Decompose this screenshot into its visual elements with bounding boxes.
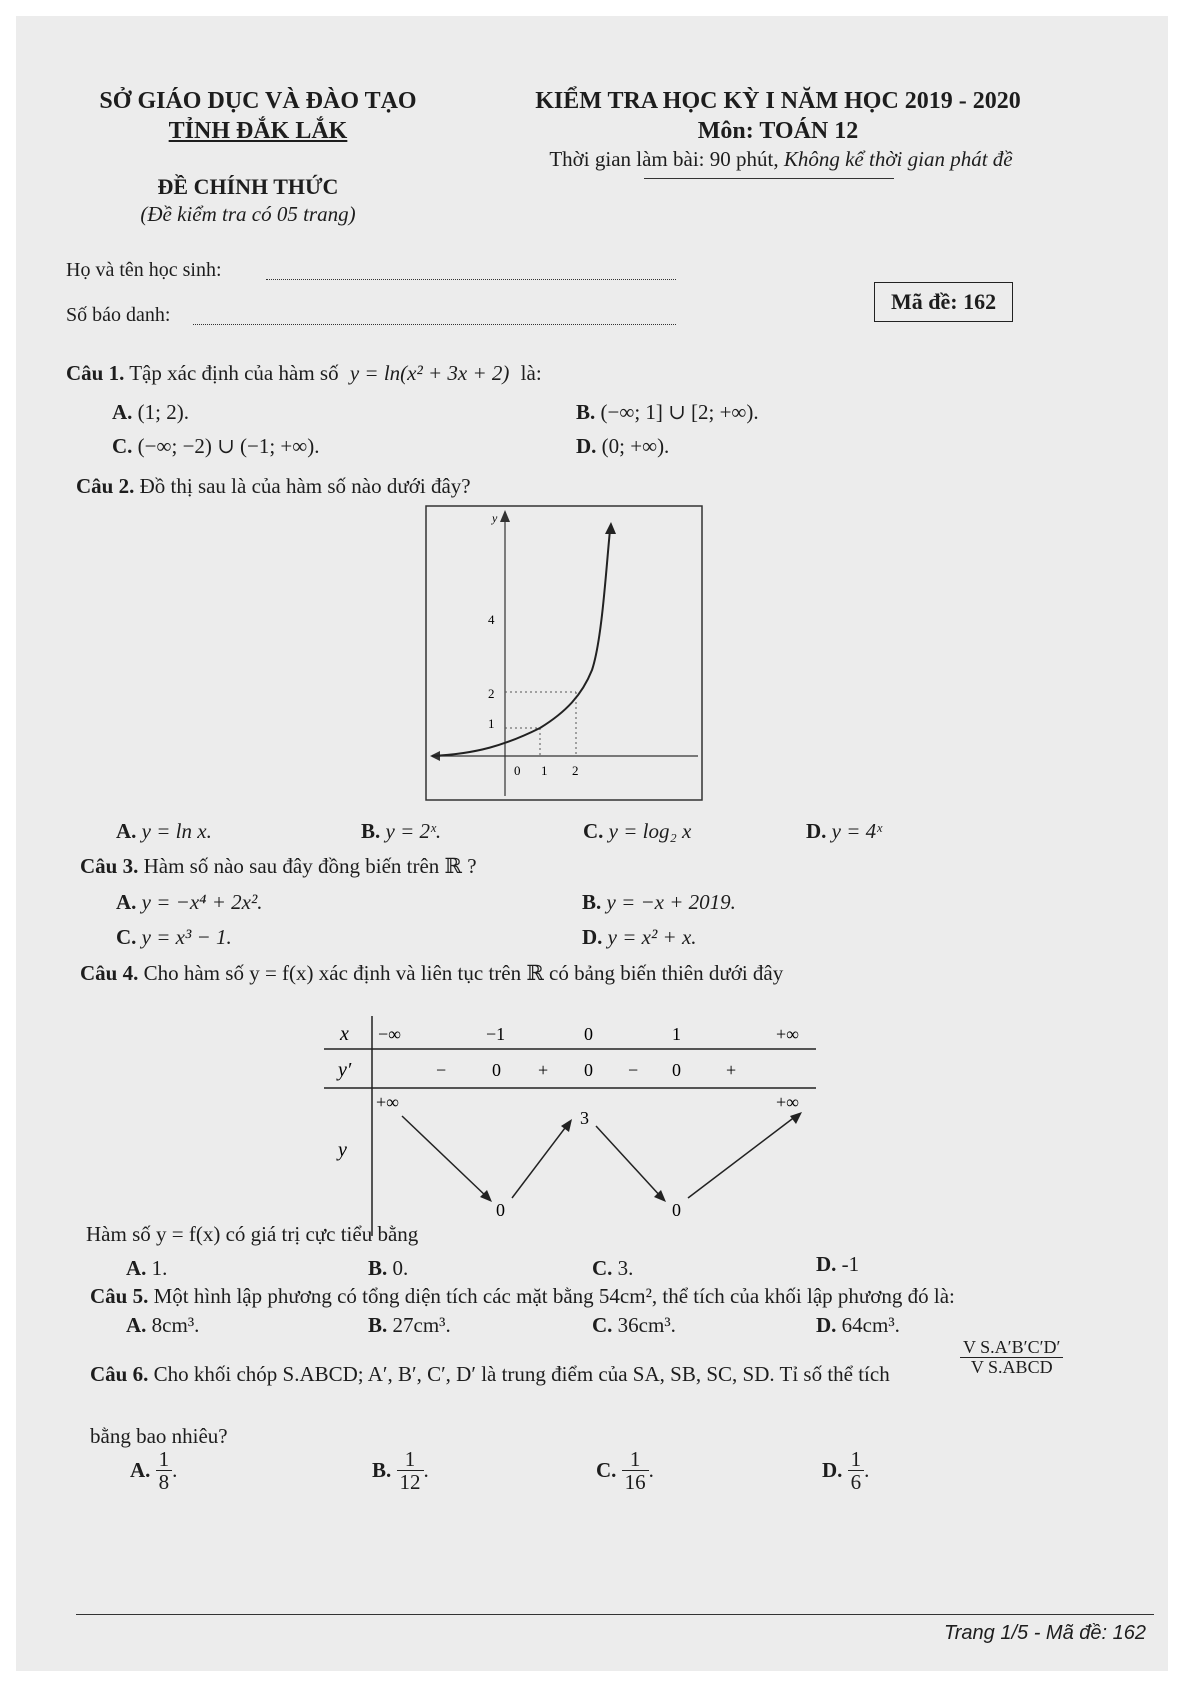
department-name: SỞ GIÁO DỤC VÀ ĐÀO TẠO [99, 88, 417, 114]
ratio-numerator: V S.A′B′C′D′ [960, 1338, 1063, 1358]
q6-option-a[interactable]: A. $\frac{1}{8}$ . [130, 1447, 178, 1495]
y-axis-label: y [492, 511, 498, 525]
question-6-text: Cho khối chóp S.ABCD; A′, B′, C′, D′ là trung điểm của SA, SB, SC, SD. Tỉ số thể tích [153, 1362, 890, 1386]
province-name: TỈNH ĐẮK LẮK [168, 118, 348, 144]
student-name-field[interactable] [266, 279, 676, 280]
y-tick-1: 1 [488, 716, 495, 731]
sign-4: 0 [584, 1060, 593, 1080]
question-5 [90, 1284, 955, 1309]
official-label: ĐỀ CHÍNH THỨC [157, 174, 339, 199]
q6-option-c[interactable]: C. $\frac{1}{16}$ . [596, 1447, 654, 1495]
question-3-text: Hàm số nào sau đây đồng biến trên ℝ ? [143, 854, 477, 878]
y-value-3: 3 [580, 1108, 589, 1128]
sign-6: 0 [672, 1060, 681, 1080]
row-label-y: y [338, 1139, 347, 1161]
q6-b-den: 12 [399, 1470, 421, 1495]
sign-5: − [628, 1060, 639, 1080]
variation-table [316, 1016, 826, 1246]
exam-page [16, 16, 1168, 1671]
q4-option-a[interactable]: A. 1. [126, 1256, 168, 1280]
y-axis-arrow [500, 510, 510, 522]
q3-option-a[interactable]: A. y = −x⁴ + 2x². [116, 890, 263, 914]
x-tick-0: 0 [514, 763, 521, 778]
time-prefix: Thời gian làm bài: 90 phút, [549, 147, 779, 171]
row-label-yprime: y′ [338, 1059, 352, 1081]
q6-c-den: 16 [624, 1470, 646, 1495]
question-2-label: Câu 2. [76, 474, 135, 498]
arrow-up-2 [688, 1116, 796, 1198]
header-underline [644, 178, 894, 179]
question-4 [80, 961, 783, 986]
footer-rule [76, 1614, 1154, 1615]
q3-option-b[interactable]: B. y = −x + 2019. [582, 890, 736, 914]
exam-subject: Môn: TOÁN 12 [697, 118, 859, 144]
y-value-4: 0 [672, 1200, 681, 1220]
q6-a-den: 8 [158, 1470, 170, 1495]
question-5-text: Một hình lập phương có tổng diện tích các mặt bằng 54cm², thể tích của khối lập phương đó là: [153, 1284, 955, 1308]
y-value-1: +∞ [376, 1092, 399, 1112]
q1-option-a[interactable]: A. (1; 2). [112, 400, 189, 424]
question-3 [80, 854, 477, 879]
y-value-2: 0 [496, 1200, 505, 1220]
x-value-4: 1 [672, 1024, 681, 1044]
time-note: Không kể thời gian phát đề [783, 147, 1013, 171]
y-tick-4: 4 [488, 612, 495, 627]
q2-option-b[interactable]: B. y = 2ˣ. [361, 819, 442, 843]
q2-option-d[interactable]: D. y = 4ˣ [806, 819, 883, 843]
question-2 [76, 474, 471, 499]
q6-d-num: 1 [848, 1448, 865, 1471]
sign-1: − [436, 1060, 447, 1080]
question-4-label: Câu 4. [80, 961, 139, 985]
q1-option-c[interactable]: C. (−∞; −2) ∪ (−1; +∞). [112, 434, 320, 458]
x-value-5: +∞ [776, 1024, 799, 1044]
q3-option-c[interactable]: C. y = x³ − 1. [116, 925, 232, 949]
question-2-text: Đồ thị sau là của hàm số nào dưới đây? [139, 474, 471, 498]
arrow-up-1 [512, 1124, 568, 1198]
question-6-label: Câu 6. [90, 1362, 149, 1386]
question-4-ask: Hàm số y = f(x) có giá trị cực tiểu bằng [86, 1222, 419, 1246]
exponential-graph [406, 500, 726, 810]
x-tick-2: 2 [572, 763, 579, 778]
q4-option-c[interactable]: C. 3. [592, 1256, 634, 1280]
volume-ratio [960, 1338, 1063, 1377]
question-3-label: Câu 3. [80, 854, 139, 878]
x-tick-1: 1 [541, 763, 548, 778]
student-id-field[interactable] [193, 324, 676, 325]
x-value-1: −∞ [378, 1024, 401, 1044]
q3-option-d[interactable]: D. y = x² + x. [582, 925, 697, 949]
question-1-suffix: là: [520, 361, 542, 385]
q6-a-num: 1 [156, 1448, 173, 1471]
question-5-label: Câu 5. [90, 1284, 149, 1308]
q6-c-num: 1 [622, 1448, 649, 1471]
q6-d-den: 6 [850, 1470, 862, 1495]
q1-option-b[interactable]: B. (−∞; 1] ∪ [2; +∞). [576, 400, 759, 424]
student-name-label: Họ và tên học sinh: [66, 259, 222, 281]
sign-7: + [726, 1060, 737, 1080]
ratio-denominator: V S.ABCD [970, 1356, 1053, 1377]
q5-option-b[interactable]: B. 27cm³. [368, 1313, 451, 1337]
q5-option-a[interactable]: A. 8cm³. [126, 1313, 200, 1337]
pages-note: (Đề kiểm tra có 05 trang) [140, 202, 356, 226]
x-value-3: 0 [584, 1024, 593, 1044]
arrow-down-2 [596, 1126, 662, 1198]
q6-b-num: 1 [397, 1448, 424, 1471]
student-id-label: Số báo danh: [66, 304, 171, 326]
q5-option-c[interactable]: C. 36cm³. [592, 1313, 676, 1337]
question-1 [66, 361, 542, 386]
y-value-5: +∞ [776, 1092, 799, 1112]
q4-option-b[interactable]: B. 0. [368, 1256, 409, 1280]
sign-3: + [538, 1060, 549, 1080]
question-1-formula: y = ln(x² + 3x + 2) [349, 361, 510, 385]
curve-arrow [605, 522, 616, 534]
x-value-2: −1 [486, 1024, 506, 1044]
q5-option-d[interactable]: D. 64cm³. [816, 1313, 900, 1337]
exam-code-box: Mã đề: 162 [874, 282, 1013, 322]
question-1-text: Tập xác định của hàm số [129, 361, 339, 385]
arrow-down-1 [402, 1116, 488, 1198]
exponential-curve [432, 530, 610, 756]
exam-title: KIỂM TRA HỌC KỲ I NĂM HỌC 2019 - 2020 [535, 88, 1021, 114]
question-6-text2: bằng bao nhiêu? [90, 1424, 228, 1448]
q4-option-d[interactable]: D. -1 [816, 1252, 860, 1276]
q2-option-c[interactable]: C. y = log₂ x [583, 819, 692, 843]
q6-option-b[interactable]: B. $\frac{1}{12}$ . [372, 1447, 429, 1495]
q1-option-d[interactable]: D. (0; +∞). [576, 434, 670, 458]
exam-time [521, 147, 1041, 172]
row-label-x: x [340, 1023, 349, 1045]
y-tick-2: 2 [488, 686, 495, 701]
q2-option-a[interactable]: A. y = ln x. [116, 819, 212, 843]
question-6 [90, 1362, 890, 1387]
sign-2: 0 [492, 1060, 501, 1080]
question-4-text: Cho hàm số y = f(x) xác định và liên tục trên ℝ có bảng biến thiên dưới đây [143, 961, 784, 985]
question-1-label: Câu 1. [66, 361, 125, 385]
page-footer: Trang 1/5 - Mã đề: 162 [944, 1622, 1146, 1644]
q6-option-d[interactable]: D. $\frac{1}{6}$ . [822, 1447, 870, 1495]
